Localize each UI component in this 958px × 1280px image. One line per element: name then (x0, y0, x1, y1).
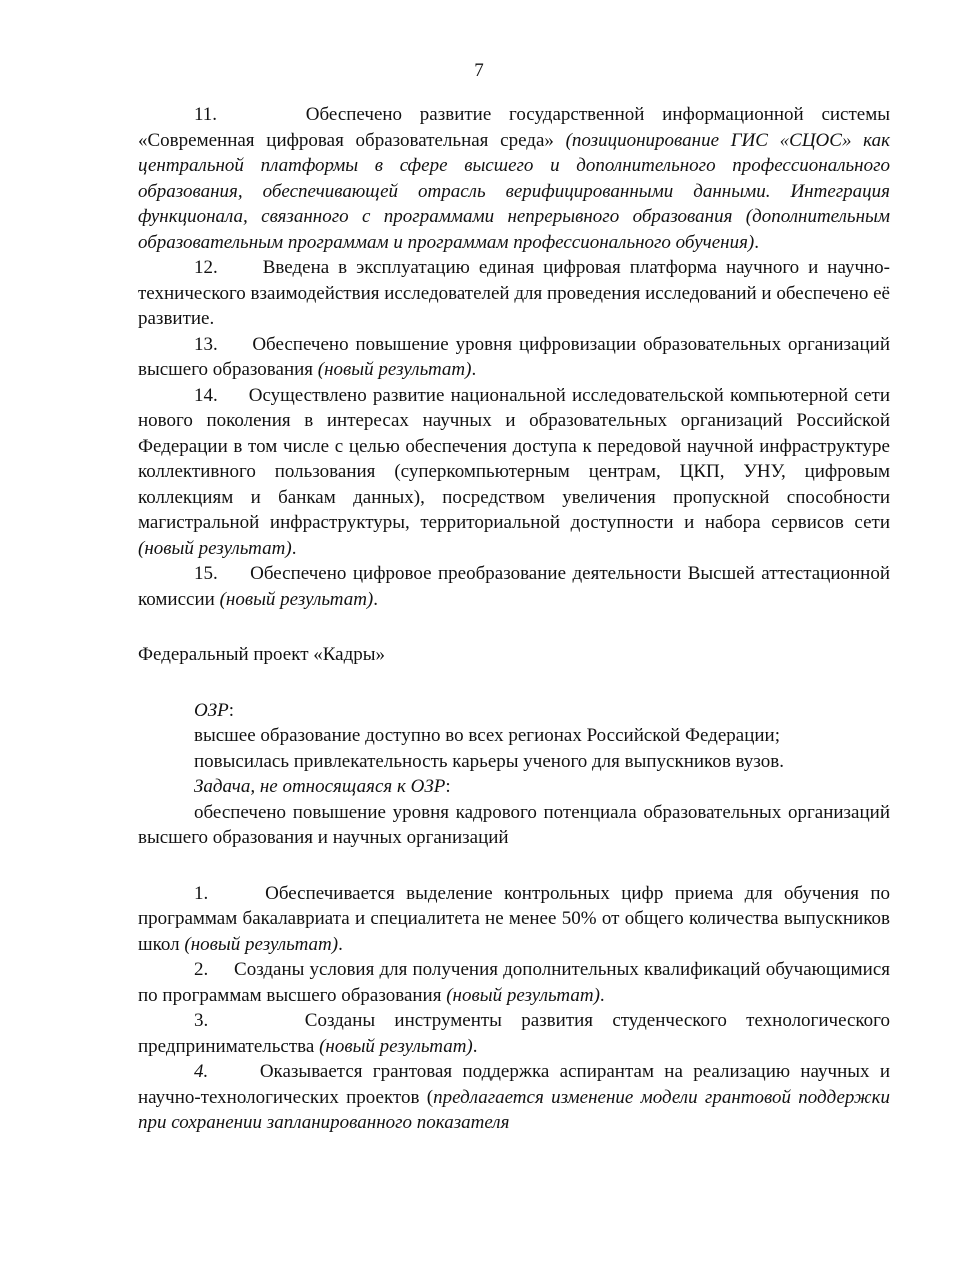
ozr-heading: ОЗР: (194, 699, 235, 721)
item-number: 2. (194, 959, 209, 980)
list-item: 15. Обеспечено цифровое преобразование деятельности Высшей аттестационной комиссии (новый результат). (138, 563, 890, 610)
list-item: 11. Обеспечено развитие государственной информационной системы «Современная цифровая образовательная среда» (позиционирование ГИС «СЦОС» как центральной платформы в сфере высшего и дополнительного профессионального образования, обеспечивающей отрасль верифицированными данными. Интеграция функционала, связанного с программами непрерывного образования (дополнительным образовательным программам и программам профессионального обучения). (138, 104, 891, 253)
section-title: Федеральный проект «Кадры» (138, 644, 386, 665)
list-item: 4. Оказывается грантовая поддержка аспирантам на реализацию научных и научно-технологических проектов (предлагается изменение модели грантовой поддержки при сохранении запланированного показателя (138, 1061, 891, 1133)
item-number: 12. (194, 257, 218, 278)
document-body (138, 102, 890, 1136)
list-item: 1. Обеспечивается выделение контрольных цифр приема для обучения по программам бакалавриата и специалитета не менее 50% от общего количества выпускников школ (новый результат). (138, 882, 890, 955)
item-number: 4. (194, 1061, 209, 1082)
task-heading: Задача, не относящаяся к ОЗР: (194, 776, 451, 797)
item-number: 14. (194, 384, 218, 406)
item-number: 11. (194, 104, 218, 125)
item-number: 15. (194, 563, 218, 584)
task-text: обеспечено повышение уровня кадрового потенциала образовательных организаций высшего образования и научных организаций (138, 801, 890, 848)
page-number: 7 (474, 60, 484, 81)
list-item: 3. Созданы инструменты развития студенческого технологического предпринимательства (новый результат). (138, 1010, 890, 1057)
item-number: 1. (194, 882, 209, 904)
list-item: 13. Обеспечено повышение уровня цифровизации образовательных организаций высшего образования (новый результат). (138, 333, 890, 380)
list-item: 14. Осуществлено развитие национальной исследовательской компьютерной сети нового поколения в интересах научных и образовательных организаций Российской Федерации в том числе с целью обеспечения доступа к передовой научной инфраструктуре коллективного пользования (суперкомпьютерным центрам, ЦКП, УНУ, цифровым коллекциям и банкам данных), посредством увеличения пропускной способности магистральной инфраструктуры, территориальной доступности и набора сервисов сети (новый результат). (138, 384, 890, 559)
list-item: 2. Созданы условия для получения дополнительных квалификаций обучающимися по программам высшего образования (новый результат). (138, 959, 890, 1006)
ozr-item: повысилась привлекательность карьеры ученого для выпускников вузов. (194, 750, 784, 772)
ozr-item: высшее образование доступно во всех регионах Российской Федерации; (194, 725, 780, 746)
item-number: 3. (194, 1010, 209, 1031)
list-item: 12. Введена в эксплуатацию единая цифровая платформа научного и научно-технического взаимодействия исследователей для проведения исследований и обеспечено её развитие. (138, 257, 890, 329)
item-number: 13. (194, 333, 218, 355)
